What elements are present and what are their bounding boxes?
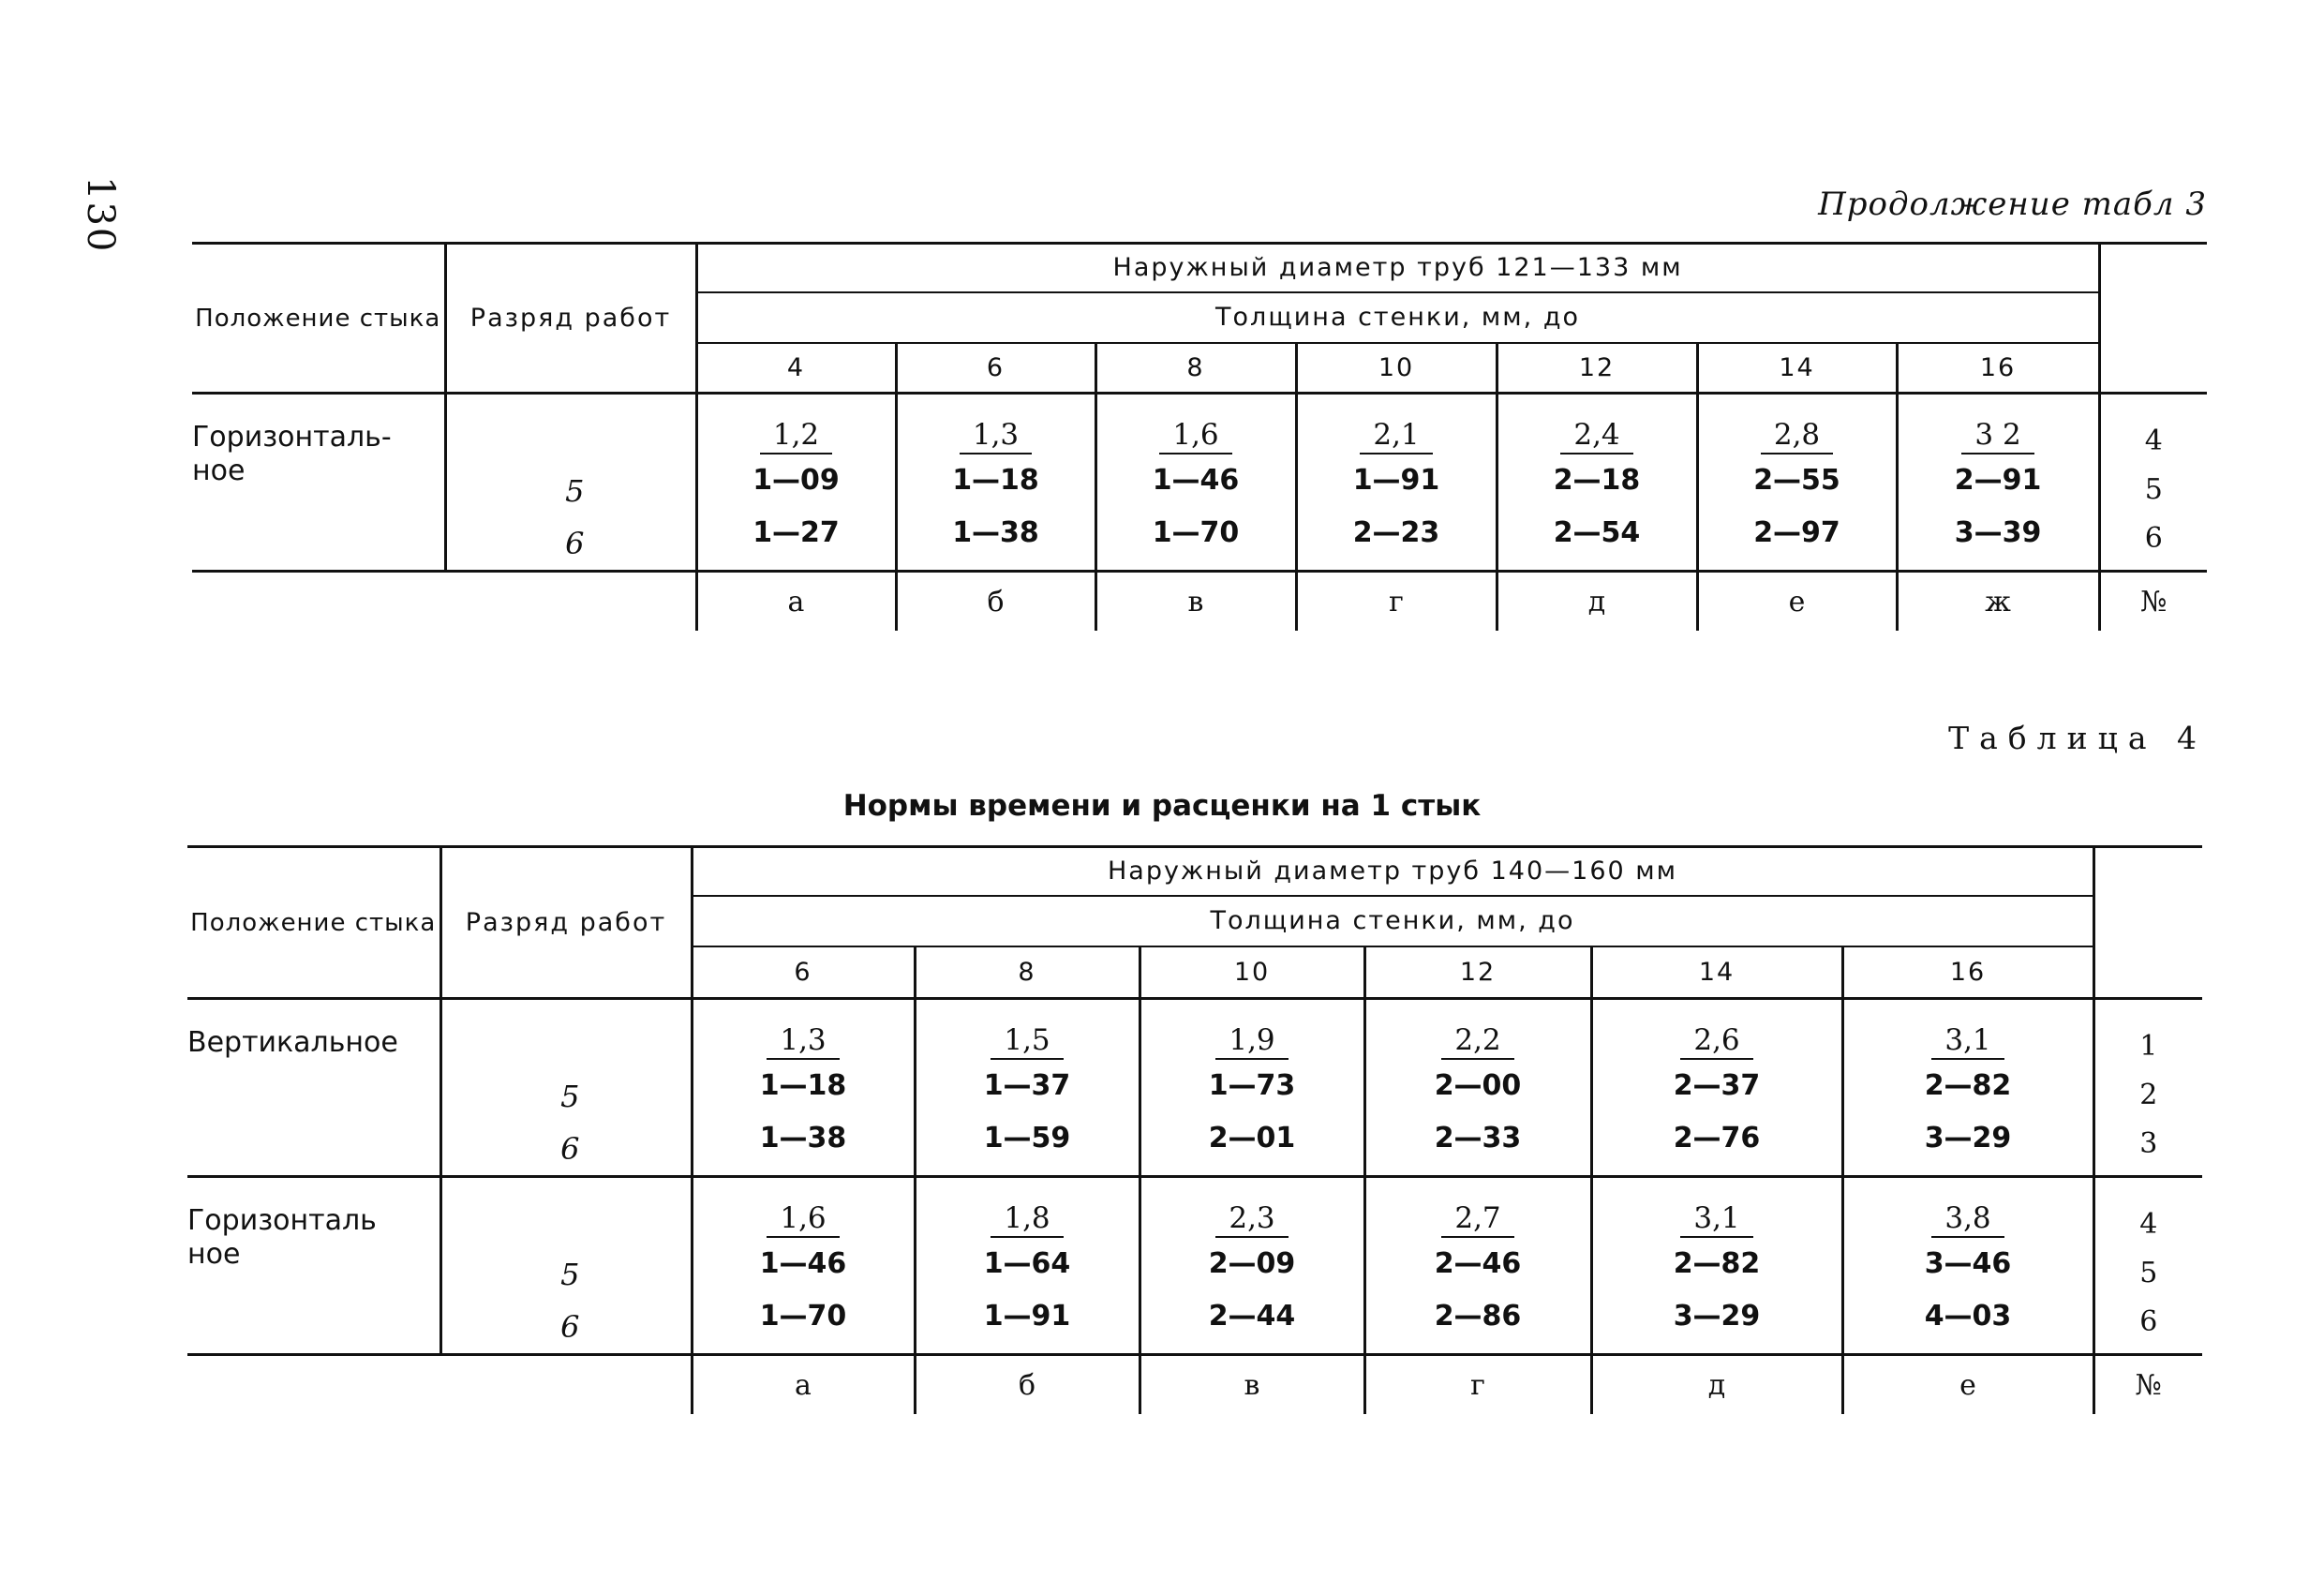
thickness-value: 16 [1897, 343, 2099, 394]
time-norm: 3,8 [1931, 1200, 2004, 1238]
thickness-value: 10 [1140, 946, 1364, 999]
price-grade-5: 2—91 [1954, 464, 2042, 497]
time-norm: 1,5 [991, 1022, 1063, 1060]
thickness-header: Толщина стенки, мм, до [696, 292, 2099, 343]
number-column-header [2093, 847, 2202, 999]
grade-value: 5 [560, 1079, 580, 1114]
price-grade-6: 3—29 [1924, 1122, 2012, 1155]
position-cell: Горизонталь- ное [192, 394, 445, 572]
price-grade-5: 1—46 [759, 1247, 847, 1280]
time-norm: 3 2 [1961, 417, 2034, 454]
thickness-header: Толщина стенки, мм, до [692, 896, 2093, 946]
empty-cell [440, 1355, 692, 1415]
norm-cell [1140, 999, 1364, 1177]
price-grade-5: 1—37 [983, 1069, 1071, 1102]
time-norm: 2,8 [1761, 417, 1833, 454]
time-norm: 1,3 [767, 1022, 839, 1060]
column-letter: а [692, 1355, 915, 1415]
price-grade-6: 3—39 [1954, 516, 2042, 549]
time-norm: 1,6 [1159, 417, 1231, 454]
row-numbers-cell [2099, 394, 2207, 572]
time-norm: 2,7 [1441, 1200, 1513, 1238]
row-number: 5 [2144, 473, 2163, 506]
price-grade-5: 1—09 [752, 464, 840, 497]
price-grade-6: 2—01 [1208, 1122, 1296, 1155]
page-number: 130 [79, 176, 122, 254]
price-grade-5: 2—37 [1673, 1069, 1761, 1102]
thickness-value: 10 [1296, 343, 1497, 394]
column-letter: б [915, 1355, 1140, 1415]
column-letter: ж [1897, 572, 2099, 632]
column-letter: б [896, 572, 1095, 632]
row-number: 4 [2144, 425, 2163, 457]
price-grade-6: 2—86 [1434, 1300, 1522, 1333]
norm-cell [915, 1177, 1140, 1355]
time-norm: 2,2 [1441, 1022, 1513, 1060]
price-grade-5: 2—55 [1753, 464, 1840, 497]
grade-header: Разряд работ [445, 244, 696, 394]
price-grade-5: 2—46 [1434, 1247, 1522, 1280]
column-letter: в [1095, 572, 1296, 632]
thickness-value: 14 [1591, 946, 1842, 999]
time-norm: 3,1 [1680, 1200, 1752, 1238]
thickness-value: 8 [1095, 343, 1296, 394]
thickness-value: 8 [915, 946, 1140, 999]
column-letter: д [1591, 1355, 1842, 1415]
row-number: 4 [2139, 1208, 2158, 1241]
time-norm: 2,1 [1360, 417, 1432, 454]
table-title: Нормы времени и расценки на 1 стык [842, 789, 1482, 823]
position-header: Положение стыка [192, 244, 445, 394]
norm-cell [1591, 1177, 1842, 1355]
thickness-value: 6 [896, 343, 1095, 394]
thickness-value: 14 [1697, 343, 1897, 394]
time-norm: 1,6 [767, 1200, 839, 1238]
price-grade-6: 3—29 [1673, 1300, 1761, 1333]
norm-cell [896, 394, 1095, 572]
grade-cell [440, 999, 692, 1177]
price-grade-5: 1—18 [759, 1069, 847, 1102]
price-grade-5: 1—64 [983, 1247, 1071, 1280]
norm-cell [1842, 1177, 2093, 1355]
norm-cell [1897, 394, 2099, 572]
table-row [187, 999, 2202, 1177]
price-grade-6: 1—38 [952, 516, 1039, 549]
table-4 [187, 845, 2202, 1414]
norm-cell [1364, 1177, 1591, 1355]
table-row [187, 1177, 2202, 1355]
time-norm: 2,6 [1680, 1022, 1752, 1060]
table-continuation-label: Продолжение табл 3 [1818, 186, 2207, 223]
price-grade-5: 1—46 [1152, 464, 1240, 497]
price-grade-6: 1—38 [759, 1122, 847, 1155]
thickness-value: 12 [1497, 343, 1697, 394]
grade-value: 5 [560, 1257, 580, 1292]
norm-cell [692, 999, 915, 1177]
table-caption: Таблица 4 [1948, 720, 2207, 756]
number-sign: № [2093, 1355, 2202, 1415]
price-grade-6: 4—03 [1924, 1300, 2012, 1333]
grade-cell [445, 394, 696, 572]
price-grade-6: 1—91 [983, 1300, 1071, 1333]
norm-cell [915, 999, 1140, 1177]
number-column-header [2099, 244, 2207, 394]
time-norm: 2,4 [1560, 417, 1632, 454]
thickness-value: 16 [1842, 946, 2093, 999]
column-letter: е [1842, 1355, 2093, 1415]
price-grade-6: 2—44 [1208, 1300, 1296, 1333]
price-grade-5: 2—00 [1434, 1069, 1522, 1102]
row-number: 3 [2139, 1127, 2158, 1160]
row-number: 6 [2144, 522, 2163, 555]
price-grade-5: 1—73 [1208, 1069, 1296, 1102]
time-norm: 1,3 [960, 417, 1032, 454]
thickness-value: 12 [1364, 946, 1591, 999]
norm-cell [1591, 999, 1842, 1177]
empty-cell [187, 1355, 440, 1415]
table-row [192, 394, 2207, 572]
price-grade-6: 2—76 [1673, 1122, 1761, 1155]
table-3 [192, 242, 2207, 631]
time-norm: 2,3 [1215, 1200, 1288, 1238]
grade-header: Разряд работ [440, 847, 692, 999]
diameter-header: Наружный диаметр труб 140—160 мм [692, 847, 2093, 896]
price-grade-6: 2—54 [1553, 516, 1641, 549]
price-grade-5: 2—82 [1924, 1069, 2012, 1102]
diameter-header: Наружный диаметр труб 121—133 мм [696, 244, 2099, 292]
price-grade-5: 3—46 [1924, 1247, 2012, 1280]
grade-value: 6 [560, 1131, 580, 1167]
row-numbers-cell [2093, 999, 2202, 1177]
grade-value: 6 [565, 526, 585, 561]
empty-cell [445, 572, 696, 632]
norm-cell [1095, 394, 1296, 572]
grade-cell [440, 1177, 692, 1355]
thickness-value: 4 [696, 343, 896, 394]
time-norm: 1,2 [760, 417, 832, 454]
column-letter: г [1364, 1355, 1591, 1415]
grade-value: 5 [565, 473, 585, 509]
position-header: Положение стыка [187, 847, 440, 999]
price-grade-5: 1—18 [952, 464, 1039, 497]
time-norm: 3,1 [1931, 1022, 2004, 1060]
row-number: 5 [2139, 1257, 2158, 1289]
norm-cell [1296, 394, 1497, 572]
norm-cell [1842, 999, 2093, 1177]
price-grade-6: 2—23 [1352, 516, 1440, 549]
price-grade-6: 1—70 [759, 1300, 847, 1333]
row-number: 6 [2139, 1305, 2158, 1338]
price-grade-6: 2—33 [1434, 1122, 1522, 1155]
number-sign: № [2099, 572, 2207, 632]
price-grade-6: 1—59 [983, 1122, 1071, 1155]
empty-cell [192, 572, 445, 632]
row-number: 1 [2139, 1030, 2158, 1063]
norm-cell [1364, 999, 1591, 1177]
column-letter: в [1140, 1355, 1364, 1415]
grade-value: 6 [560, 1309, 580, 1345]
price-grade-5: 2—09 [1208, 1247, 1296, 1280]
price-grade-5: 2—18 [1553, 464, 1641, 497]
price-grade-5: 1—91 [1352, 464, 1440, 497]
price-grade-6: 1—70 [1152, 516, 1240, 549]
column-letter: е [1697, 572, 1897, 632]
norm-cell [696, 394, 896, 572]
norm-cell [1497, 394, 1697, 572]
price-grade-5: 2—82 [1673, 1247, 1761, 1280]
row-number: 2 [2139, 1079, 2158, 1111]
thickness-value: 6 [692, 946, 915, 999]
price-grade-6: 2—97 [1753, 516, 1840, 549]
norm-cell [1140, 1177, 1364, 1355]
time-norm: 1,8 [991, 1200, 1063, 1238]
norm-cell [1697, 394, 1897, 572]
column-letter: д [1497, 572, 1697, 632]
norm-cell [692, 1177, 915, 1355]
price-grade-6: 1—27 [752, 516, 840, 549]
row-numbers-cell [2093, 1177, 2202, 1355]
column-letter: г [1296, 572, 1497, 632]
position-cell: Вертикальное [187, 999, 440, 1177]
position-cell: Горизонталь ное [187, 1177, 440, 1355]
column-letter: а [696, 572, 896, 632]
time-norm: 1,9 [1215, 1022, 1288, 1060]
